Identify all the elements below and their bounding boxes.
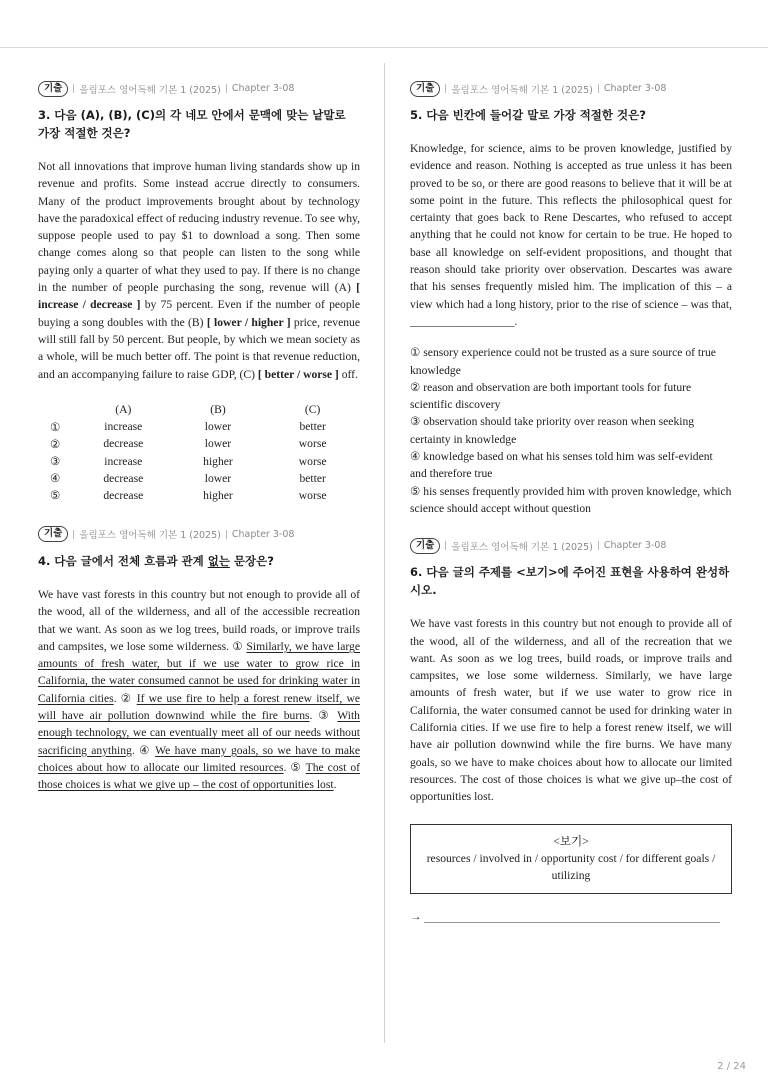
source-badge: 기출 [410,81,440,97]
question-tag [38,526,360,543]
sentence-number: ④ [139,743,151,757]
tag-separator [73,84,74,93]
word-box-title: <보기> [553,834,589,848]
tag-separator [73,530,74,539]
passage-text: by 75 percent. Even if the number of people buying a song doubles with the (B) [38,298,360,329]
choice-a-box: [ increase / decrease ] [38,281,360,312]
answer-table [38,401,360,504]
right-column [410,80,732,923]
sentence-number: ② [120,691,133,705]
option-number: ① [50,420,61,434]
question-tag [410,80,732,97]
sentence-number: ① [232,639,244,653]
option-number: ④ [50,472,61,486]
source-book: 올림포스 영어독해 기본 1 (2025) [79,530,221,542]
title-emphasis: 없는 [207,553,230,568]
numbered-sentence: The cost of those choices is what we give up – the cost of opportunities lost [38,760,360,792]
question-6 [410,537,732,922]
arrow-icon: → [410,909,422,923]
option-c: worse [298,488,327,502]
numbered-sentence: With enough technology, we can eventually meet all of our needs without sacrificing anything [38,709,360,757]
answer-header: (B) [210,402,226,416]
source-book: 올림포스 영어독해 기본 1 (2025) [79,84,221,96]
option-a: decrease [103,471,144,485]
question-passage: We have vast forests in this country but not enough to provide all of the wood, all of the wilderness, and all of the accessible recreation that we want. As soon as we log trees, build roads, or improve trails and campsites, we lose some wilderness. ① Similarly, we have large amounts of fresh water, but if we use water to grow rice in California, the water consumed cannot be used for drinking water in California cities. ② If we use fire to help a forest renew itself, we will have air pollution downwind while the fire burns. ③ With enough technology, we can eventually meet all of our needs without sacrificing anything. ④ We have many goals, so we have to make choices about how to allocate our limited resources. ⑤ The cost of those choices is what we give up – the cost of opportunities lost. [38,587,360,792]
source-chapter: Chapter 3-08 [231,528,295,540]
question-4 [38,526,360,794]
answer-option-row[interactable] [38,470,360,487]
option-b: lower [204,420,232,434]
answer-header: (A) [115,402,132,416]
answer-option-row[interactable] [38,487,360,504]
choice-c-box: [ better / worse ] [257,367,339,381]
answer-option[interactable]: ④ knowledge based on what his senses told him was self-evident and therefore true [410,450,713,481]
tag-separator [226,84,227,93]
tag-separator [226,530,227,539]
question-title: 6. 다음 글의 주제를 <보기>에 주어진 표현을 사용하여 완성하시오. [410,565,730,598]
options-list [410,344,732,517]
tag-separator [445,541,446,550]
question-passage: Knowledge, for science, aims to be proven knowledge, justified by evidence and reason. Nothing is accepted as true unless it has been proved to be so, or there are good reasons to believe that it will be at some point in the future. This reflects the philosophical quest for certainty that goes back to Rene Descartes, who refused to accept anything that he could not know for certain to be true. He hoped to base all knowledge on self-evident propositions, and thought that reason should take priority over observation. Descartes was aware that his senses frequently misled him. The implication of this – a view which had a long history, prior to the rise of science – was that, __________________. [410,142,732,328]
option-a: decrease [103,437,144,451]
answer-field[interactable] [410,910,732,923]
passage-text: price, revenue will still fall by 50 percent. But people, by which we mean society as a whole, will be much better off. The point is that revenue reduction, and an accompanying failure to raise GDP, (C) [38,315,360,381]
answer-option-row[interactable] [38,435,360,452]
option-a: increase [104,454,143,468]
header-rule [0,47,768,48]
numbered-sentence: If we use fire to help a forest renew itself, we will have air pollution downwind while the fire burns [38,691,360,723]
source-badge: 기출 [410,538,440,554]
option-b: lower [204,437,232,451]
question-title: 3. 다음 (A), (B), (C)의 각 네모 안에서 문맥에 맞는 낱말로 가장 적절한 것은? [38,108,346,140]
tag-separator [598,541,599,550]
option-a: decrease [103,488,144,502]
option-b: higher [203,488,233,502]
answer-header-row [38,401,360,418]
option-b: lower [204,471,232,485]
answer-option[interactable]: ② reason and observation are both important tools for future scientific discovery [410,380,692,412]
source-chapter: Chapter 3-08 [231,83,295,94]
question-passage: We have vast forests in this country but not enough to provide all of the wood, all of the wilderness, and all of the recreation that we want. As soon as we log trees, build roads, or improve trails and campsites, we lose some wilderness. Similarly, we have large amounts of fresh water, but if we use water to grow rice in California, the water consumed cannot be used for drinking water in California cities. If we use fire to help a forest renew itself, we will have air pollution downwind while the fire burns. We have many goals, so we have to make choices about how to allocate our limited resources. The cost of those choices is what we give up–the cost of opportunities lost. [410,617,732,804]
passage-text: We have vast forests in this country but not enough to provide all of the wood, all of the wilderness, and all of the accessible recreation that we want. As soon as we log trees, build roads, or improve trails and campsites, we lose some wilderness. [38,587,360,653]
page-number: 2 / 24 [717,1061,746,1072]
source-badge: 기출 [38,526,68,542]
option-c: worse [298,454,327,468]
source-book: 올림포스 영어독해 기본 1 (2025) [451,84,593,96]
numbered-sentence: Similarly, we have large amounts of fresh water, but if we use water to grow rice in California, the water consumed cannot be used for drinking water in California cities [38,639,360,705]
question-passage [38,158,360,383]
option-c: better [299,471,326,485]
answer-option[interactable]: ③ observation should take priority over reason when seeking certainty in knowledge [410,415,695,446]
question-5 [410,80,732,517]
answer-option[interactable]: ① sensory experience could not be trusted as a sure source of true knowledge [410,346,716,377]
word-box [410,824,732,894]
option-c: better [299,420,326,434]
source-chapter: Chapter 3-08 [603,83,667,94]
question-tag [410,537,732,554]
answer-header: (C) [304,402,321,416]
numbered-sentence: We have many goals, so we have to make choices about how to allocate our limited resources [38,743,360,774]
option-number: ② [50,437,61,451]
tag-separator [445,84,446,93]
left-column [38,80,360,794]
sentence-number: ⑤ [290,760,302,774]
source-chapter: Chapter 3-08 [603,540,667,552]
option-c: worse [298,437,327,451]
answer-option-row[interactable] [38,418,360,435]
question-title [38,552,360,570]
tag-separator [598,84,599,93]
word-box-text: resources / involved in / opportunity cost / for different goals / utilizing [426,851,716,882]
answer-option[interactable]: ⑤ his senses frequently provided him with proven knowledge, which science should accept without question [410,484,732,515]
sentence-number: ③ [318,709,332,723]
source-badge: 기출 [38,81,68,97]
option-number: ⑤ [50,489,61,503]
title-text: 문장은? [229,553,274,568]
option-b: higher [203,454,233,468]
option-number: ③ [50,455,61,469]
passage-text: Not all innovations that improve human living standards show up in revenue and profits. Some instead accrue directly to consumers. Many of the product improvements brought about by technology have the paradoxical effect of reducing industry revenue. To see why, suppose people used to pay $1 to download a song. Then some change comes along so that people can listen to the song while paying only a quarter of what they used to pay. If there is no change in the number of people purchasing the song, revenue will (A) [38,160,360,295]
answer-underline[interactable] [424,915,720,923]
question-title: 5. 다음 빈칸에 들어갈 말로 가장 적절한 것은? [410,108,646,122]
title-text: 4. 다음 글에서 전체 흐름과 관계 [38,553,208,568]
question-3 [38,80,360,504]
passage-text: off. [338,367,358,381]
question-tag [38,80,360,97]
column-divider [384,63,385,1043]
answer-option-row[interactable] [38,452,360,469]
option-a: increase [104,420,143,434]
choice-b-box: [ lower / higher ] [206,315,291,329]
source-book: 올림포스 영어독해 기본 1 (2025) [451,541,593,553]
